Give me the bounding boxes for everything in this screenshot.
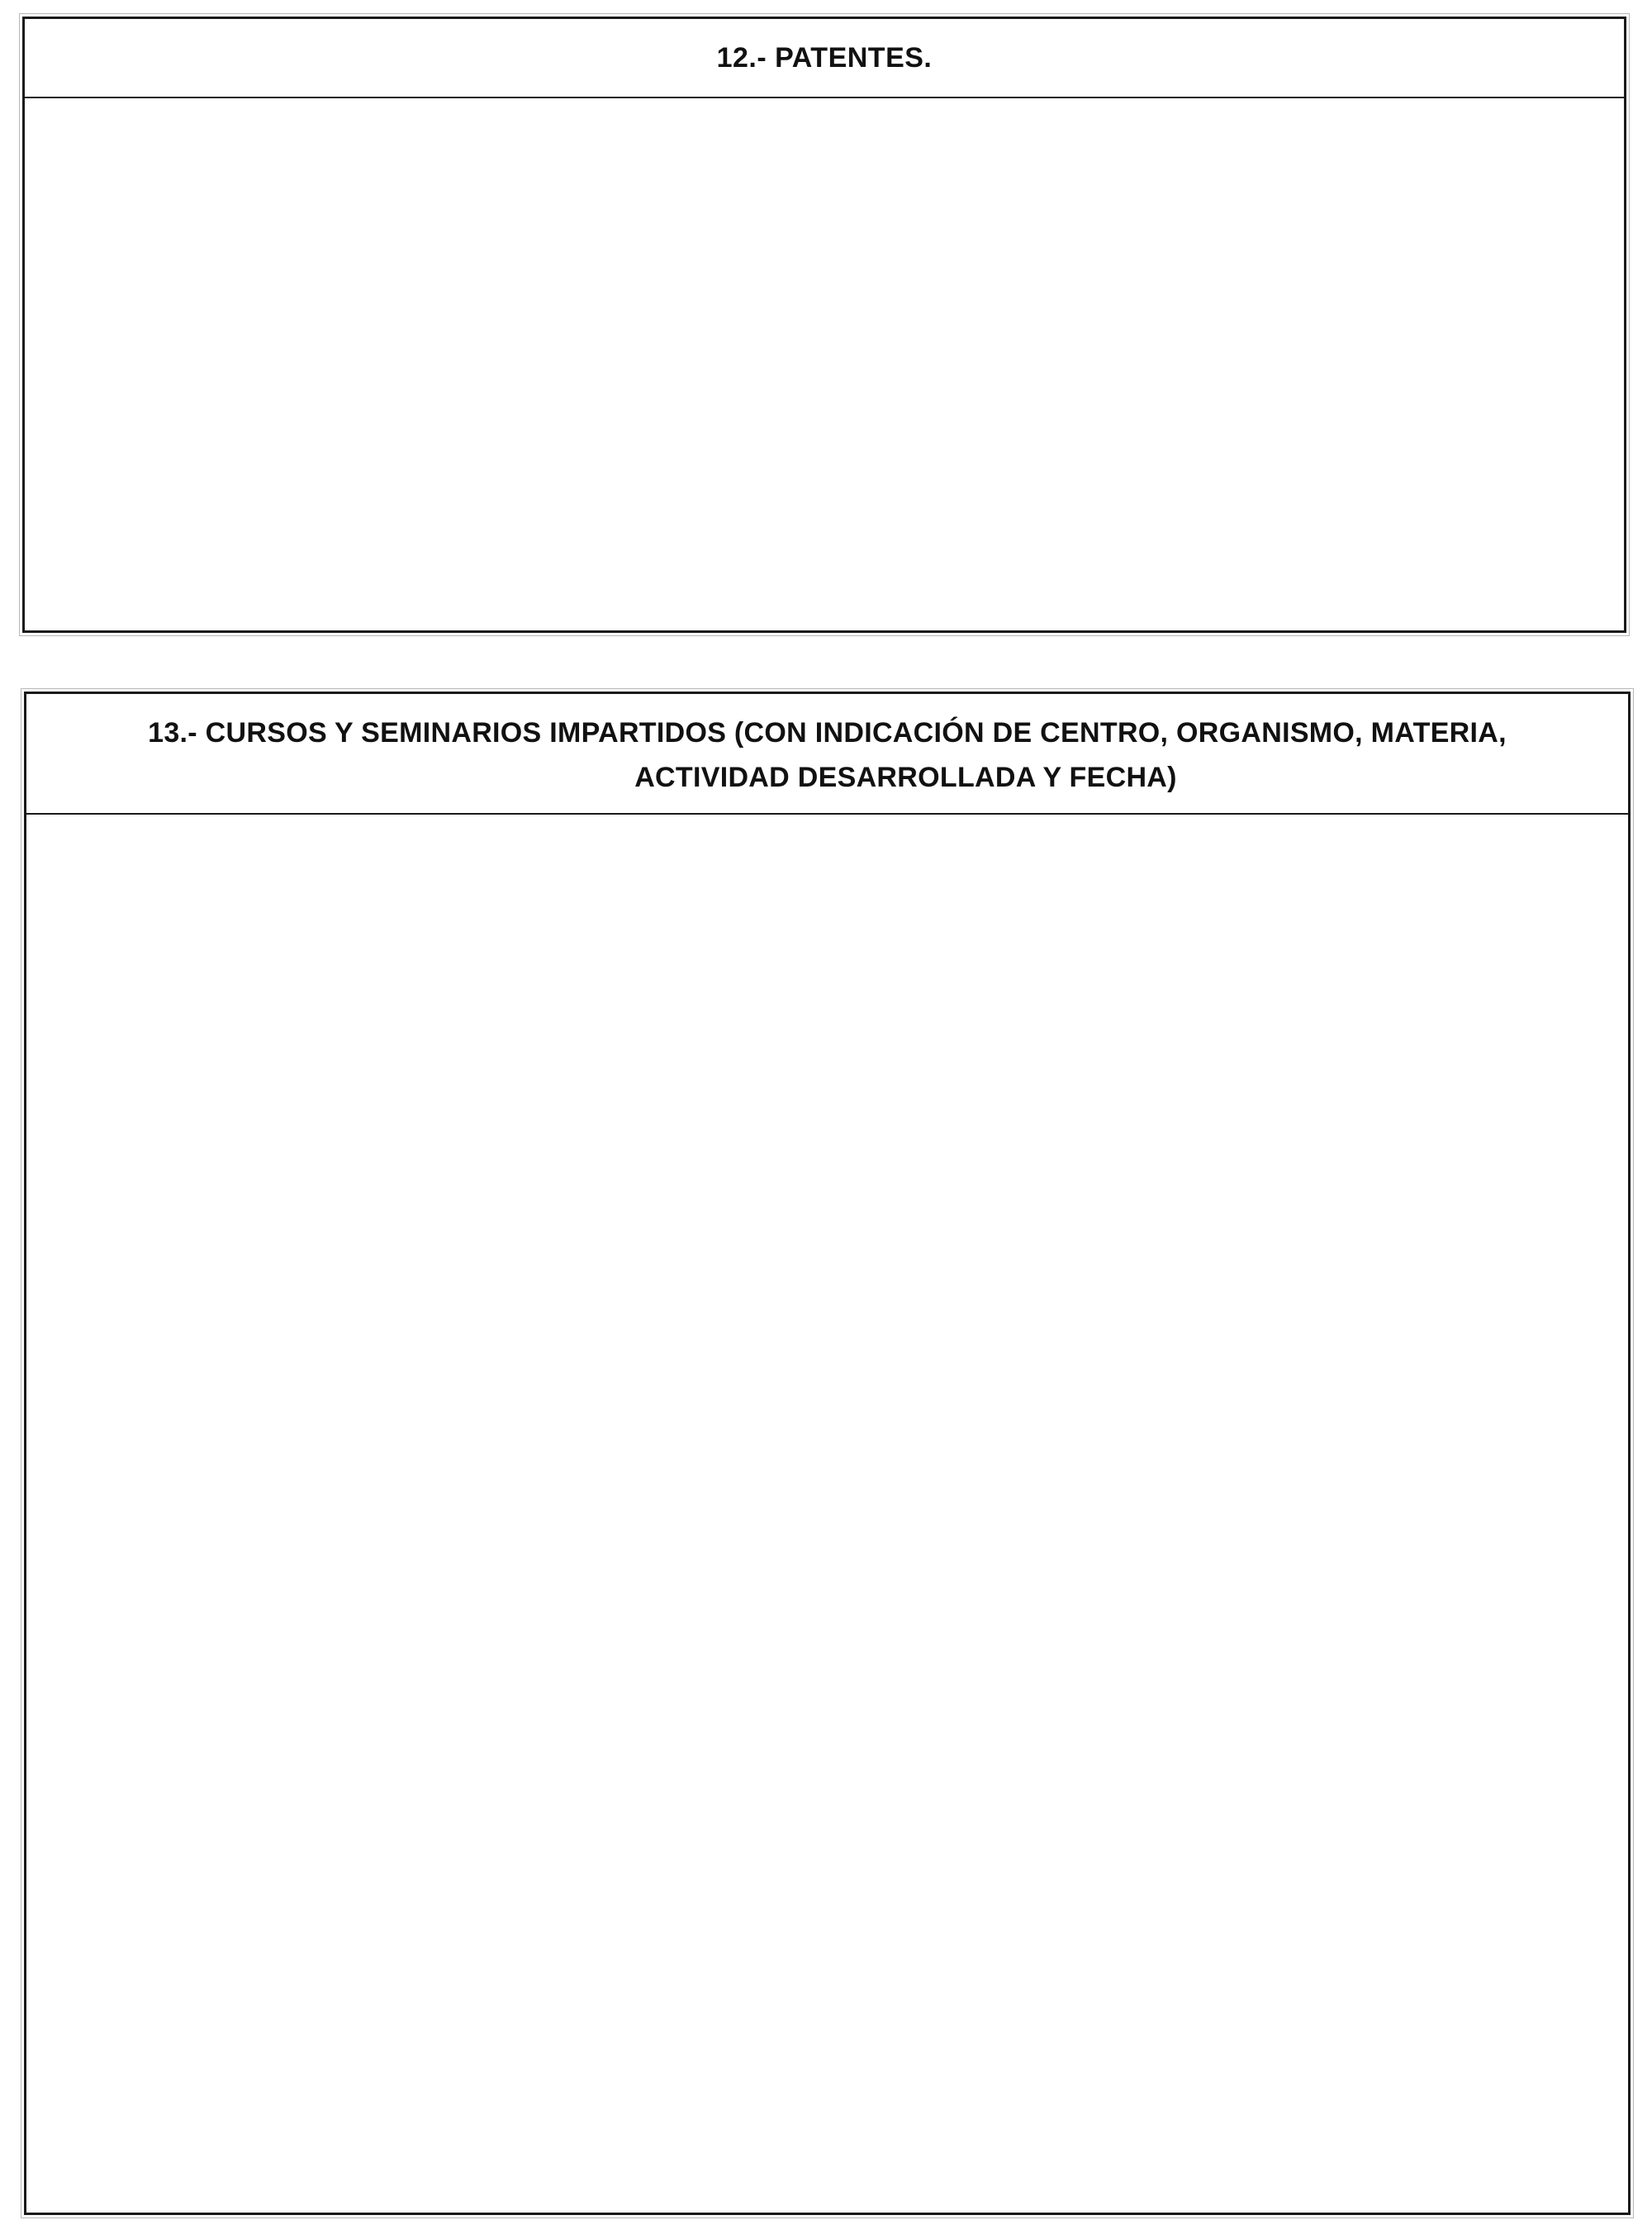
patentes-heading xyxy=(25,19,1624,98)
cursos-seminarios-entry-area[interactable] xyxy=(26,815,1628,2213)
cursos-seminarios-title-line-1: 13.- CURSOS Y SEMINARIOS IMPARTIDOS (CON INDICACIÓN DE CENTRO, ORGANISMO, MATERIA, xyxy=(148,717,1507,749)
patentes-section xyxy=(22,17,1626,633)
cursos-seminarios-section xyxy=(24,692,1631,2215)
patentes-title: 12.- PATENTES. xyxy=(716,41,933,74)
cursos-seminarios-title-line-2: ACTIVIDAD DESARROLLADA Y FECHA) xyxy=(634,762,1177,793)
patentes-entry-area[interactable] xyxy=(25,98,1624,630)
cursos-seminarios-heading xyxy=(26,694,1628,815)
